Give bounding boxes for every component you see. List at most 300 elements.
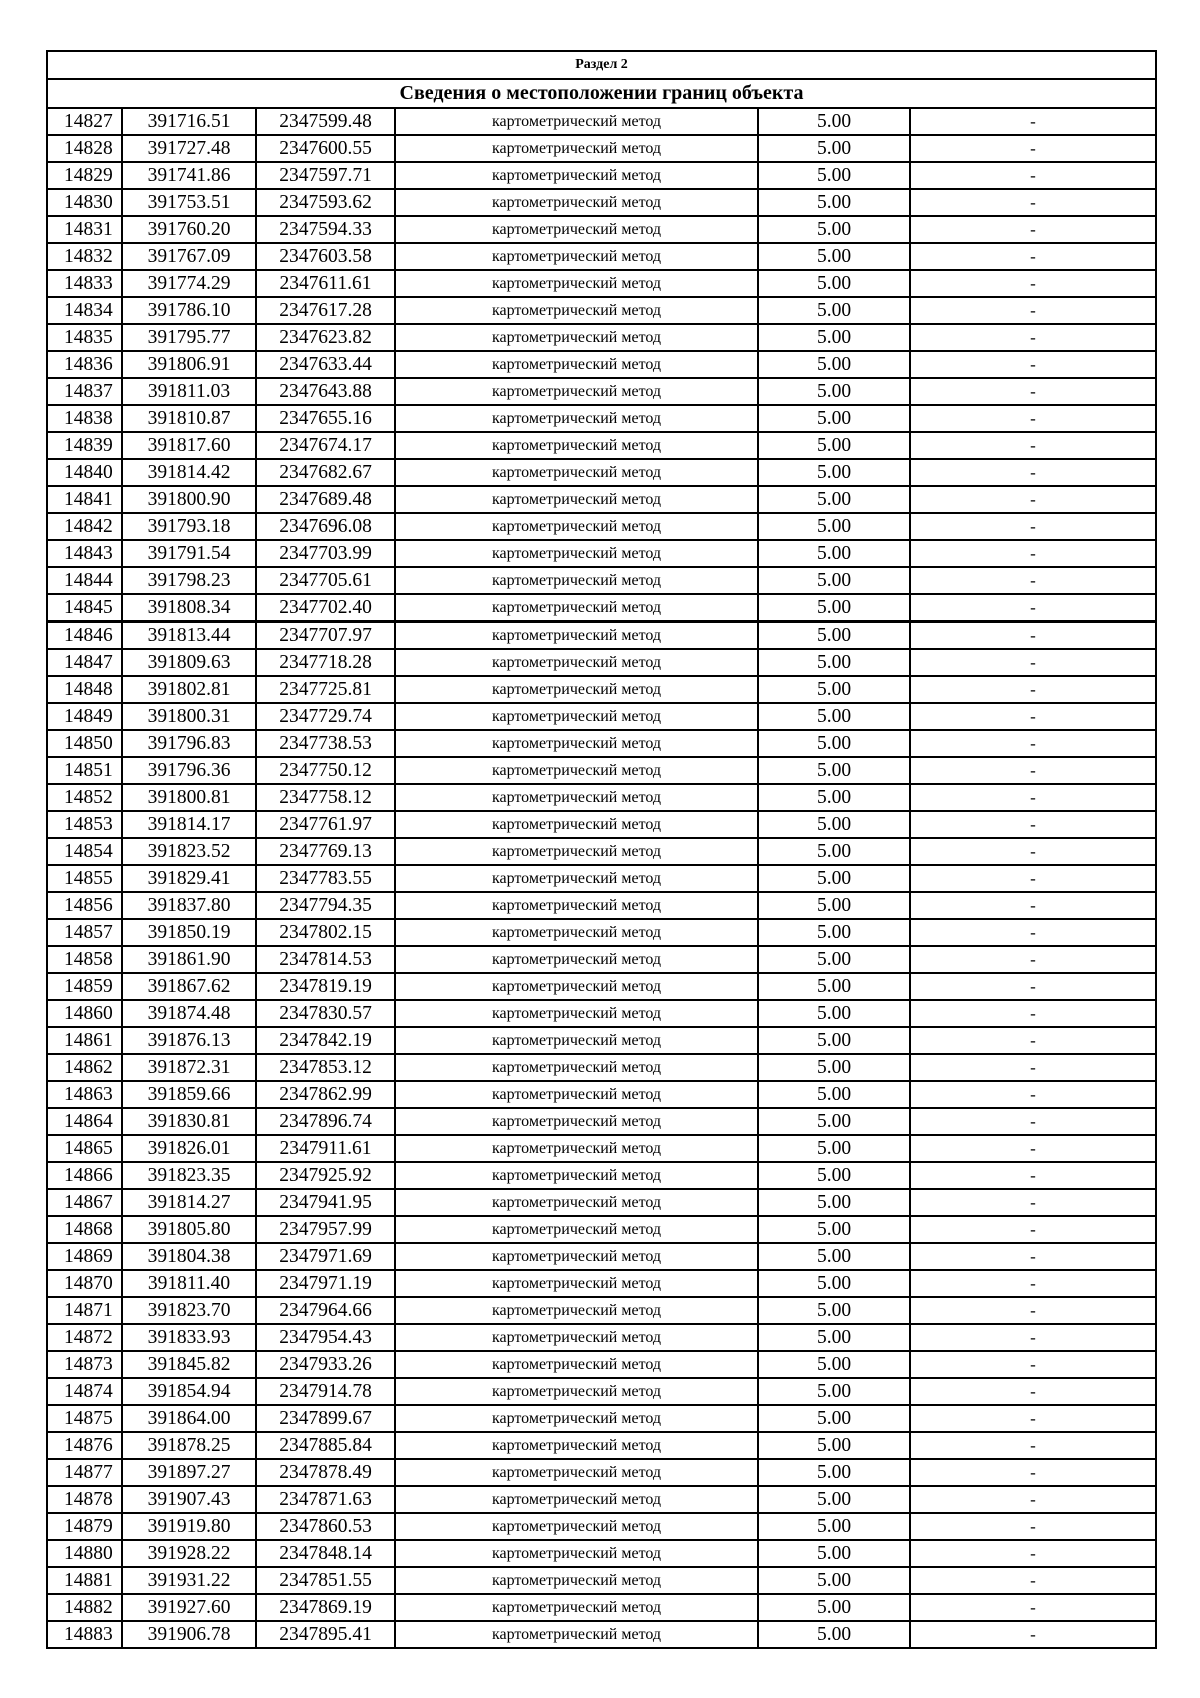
method-cell: картометрический метод bbox=[395, 1135, 758, 1162]
table-row bbox=[47, 216, 1156, 243]
description-cell: - bbox=[910, 811, 1156, 838]
description-cell: - bbox=[910, 1351, 1156, 1378]
x-coordinate-cell: 391811.40 bbox=[122, 1270, 256, 1297]
accuracy-cell: 5.00 bbox=[758, 486, 910, 513]
x-coordinate-cell: 391808.34 bbox=[122, 594, 256, 622]
x-coordinate-cell: 391793.18 bbox=[122, 513, 256, 540]
table-row bbox=[47, 649, 1156, 676]
point-number-cell: 14847 bbox=[47, 649, 122, 676]
accuracy-cell: 5.00 bbox=[758, 378, 910, 405]
accuracy-cell: 5.00 bbox=[758, 540, 910, 567]
description-cell: - bbox=[910, 1270, 1156, 1297]
y-coordinate-cell: 2347971.69 bbox=[256, 1243, 395, 1270]
description-cell: - bbox=[910, 1054, 1156, 1081]
method-cell: картометрический метод bbox=[395, 216, 758, 243]
table-row bbox=[47, 270, 1156, 297]
x-coordinate-cell: 391809.63 bbox=[122, 649, 256, 676]
description-cell: - bbox=[910, 324, 1156, 351]
x-coordinate-cell: 391814.42 bbox=[122, 459, 256, 486]
method-cell: картометрический метод bbox=[395, 1081, 758, 1108]
description-cell: - bbox=[910, 676, 1156, 703]
description-cell: - bbox=[910, 1486, 1156, 1513]
y-coordinate-cell: 2347860.53 bbox=[256, 1513, 395, 1540]
table-row bbox=[47, 108, 1156, 135]
x-coordinate-cell: 391791.54 bbox=[122, 540, 256, 567]
description-cell: - bbox=[910, 486, 1156, 513]
table-row bbox=[47, 622, 1156, 650]
point-number-cell: 14856 bbox=[47, 892, 122, 919]
method-cell: картометрический метод bbox=[395, 1054, 758, 1081]
point-number-cell: 14865 bbox=[47, 1135, 122, 1162]
y-coordinate-cell: 2347705.61 bbox=[256, 567, 395, 594]
x-coordinate-cell: 391805.80 bbox=[122, 1216, 256, 1243]
method-cell: картометрический метод bbox=[395, 567, 758, 594]
method-cell: картометрический метод bbox=[395, 1459, 758, 1486]
table-row bbox=[47, 1324, 1156, 1351]
accuracy-cell: 5.00 bbox=[758, 297, 910, 324]
accuracy-cell: 5.00 bbox=[758, 730, 910, 757]
table-row bbox=[47, 594, 1156, 622]
y-coordinate-cell: 2347814.53 bbox=[256, 946, 395, 973]
method-cell: картометрический метод bbox=[395, 459, 758, 486]
point-number-cell: 14882 bbox=[47, 1594, 122, 1621]
point-number-cell: 14845 bbox=[47, 594, 122, 622]
x-coordinate-cell: 391767.09 bbox=[122, 243, 256, 270]
accuracy-cell: 5.00 bbox=[758, 1297, 910, 1324]
point-number-cell: 14835 bbox=[47, 324, 122, 351]
x-coordinate-cell: 391919.80 bbox=[122, 1513, 256, 1540]
method-cell: картометрический метод bbox=[395, 351, 758, 378]
table-row bbox=[47, 1621, 1156, 1648]
description-cell: - bbox=[910, 649, 1156, 676]
y-coordinate-cell: 2347597.71 bbox=[256, 162, 395, 189]
x-coordinate-cell: 391760.20 bbox=[122, 216, 256, 243]
point-number-cell: 14831 bbox=[47, 216, 122, 243]
description-cell: - bbox=[910, 162, 1156, 189]
table-row bbox=[47, 1270, 1156, 1297]
y-coordinate-cell: 2347696.08 bbox=[256, 513, 395, 540]
description-cell: - bbox=[910, 1027, 1156, 1054]
method-cell: картометрический метод bbox=[395, 1540, 758, 1567]
method-cell: картометрический метод bbox=[395, 1378, 758, 1405]
accuracy-cell: 5.00 bbox=[758, 1189, 910, 1216]
x-coordinate-cell: 391854.94 bbox=[122, 1378, 256, 1405]
point-number-cell: 14876 bbox=[47, 1432, 122, 1459]
method-cell: картометрический метод bbox=[395, 270, 758, 297]
table-row bbox=[47, 1162, 1156, 1189]
description-cell: - bbox=[910, 459, 1156, 486]
y-coordinate-cell: 2347707.97 bbox=[256, 622, 395, 650]
point-number-cell: 14878 bbox=[47, 1486, 122, 1513]
y-coordinate-cell: 2347682.67 bbox=[256, 459, 395, 486]
y-coordinate-cell: 2347895.41 bbox=[256, 1621, 395, 1648]
point-number-cell: 14829 bbox=[47, 162, 122, 189]
accuracy-cell: 5.00 bbox=[758, 811, 910, 838]
method-cell: картометрический метод bbox=[395, 676, 758, 703]
accuracy-cell: 5.00 bbox=[758, 622, 910, 650]
description-cell: - bbox=[910, 1540, 1156, 1567]
description-cell: - bbox=[910, 1135, 1156, 1162]
x-coordinate-cell: 391806.91 bbox=[122, 351, 256, 378]
accuracy-cell: 5.00 bbox=[758, 676, 910, 703]
point-number-cell: 14874 bbox=[47, 1378, 122, 1405]
y-coordinate-cell: 2347878.49 bbox=[256, 1459, 395, 1486]
description-cell: - bbox=[910, 1378, 1156, 1405]
method-cell: картометрический метод bbox=[395, 1216, 758, 1243]
y-coordinate-cell: 2347643.88 bbox=[256, 378, 395, 405]
x-coordinate-cell: 391897.27 bbox=[122, 1459, 256, 1486]
point-number-cell: 14870 bbox=[47, 1270, 122, 1297]
x-coordinate-cell: 391931.22 bbox=[122, 1567, 256, 1594]
table-row bbox=[47, 1054, 1156, 1081]
description-cell: - bbox=[910, 351, 1156, 378]
description-cell: - bbox=[910, 973, 1156, 1000]
description-cell: - bbox=[910, 432, 1156, 459]
y-coordinate-cell: 2347593.62 bbox=[256, 189, 395, 216]
x-coordinate-cell: 391837.80 bbox=[122, 892, 256, 919]
y-coordinate-cell: 2347869.19 bbox=[256, 1594, 395, 1621]
method-cell: картометрический метод bbox=[395, 865, 758, 892]
method-cell: картометрический метод bbox=[395, 1000, 758, 1027]
x-coordinate-cell: 391795.77 bbox=[122, 324, 256, 351]
description-cell: - bbox=[910, 594, 1156, 622]
description-cell: - bbox=[910, 892, 1156, 919]
point-number-cell: 14854 bbox=[47, 838, 122, 865]
table-row bbox=[47, 405, 1156, 432]
x-coordinate-cell: 391716.51 bbox=[122, 108, 256, 135]
y-coordinate-cell: 2347964.66 bbox=[256, 1297, 395, 1324]
table-row bbox=[47, 1135, 1156, 1162]
accuracy-cell: 5.00 bbox=[758, 270, 910, 297]
y-coordinate-cell: 2347911.61 bbox=[256, 1135, 395, 1162]
point-number-cell: 14838 bbox=[47, 405, 122, 432]
x-coordinate-cell: 391823.35 bbox=[122, 1162, 256, 1189]
point-number-cell: 14834 bbox=[47, 297, 122, 324]
method-cell: картометрический метод bbox=[395, 594, 758, 622]
description-cell: - bbox=[910, 703, 1156, 730]
point-number-cell: 14871 bbox=[47, 1297, 122, 1324]
point-number-cell: 14830 bbox=[47, 189, 122, 216]
table-row bbox=[47, 730, 1156, 757]
description-cell: - bbox=[910, 1297, 1156, 1324]
description-cell: - bbox=[910, 405, 1156, 432]
method-cell: картометрический метод bbox=[395, 1351, 758, 1378]
accuracy-cell: 5.00 bbox=[758, 594, 910, 622]
accuracy-cell: 5.00 bbox=[758, 1459, 910, 1486]
description-cell: - bbox=[910, 757, 1156, 784]
x-coordinate-cell: 391800.90 bbox=[122, 486, 256, 513]
table-row bbox=[47, 1513, 1156, 1540]
y-coordinate-cell: 2347819.19 bbox=[256, 973, 395, 1000]
description-cell: - bbox=[910, 1243, 1156, 1270]
x-coordinate-cell: 391833.93 bbox=[122, 1324, 256, 1351]
y-coordinate-cell: 2347899.67 bbox=[256, 1405, 395, 1432]
method-cell: картометрический метод bbox=[395, 1594, 758, 1621]
method-cell: картометрический метод bbox=[395, 1162, 758, 1189]
accuracy-cell: 5.00 bbox=[758, 513, 910, 540]
y-coordinate-cell: 2347594.33 bbox=[256, 216, 395, 243]
method-cell: картометрический метод bbox=[395, 1108, 758, 1135]
x-coordinate-cell: 391786.10 bbox=[122, 297, 256, 324]
table-row bbox=[47, 486, 1156, 513]
description-cell: - bbox=[910, 567, 1156, 594]
x-coordinate-cell: 391796.36 bbox=[122, 757, 256, 784]
accuracy-cell: 5.00 bbox=[758, 1351, 910, 1378]
description-cell: - bbox=[910, 1000, 1156, 1027]
accuracy-cell: 5.00 bbox=[758, 892, 910, 919]
accuracy-cell: 5.00 bbox=[758, 973, 910, 1000]
accuracy-cell: 5.00 bbox=[758, 1567, 910, 1594]
point-number-cell: 14855 bbox=[47, 865, 122, 892]
method-cell: картометрический метод bbox=[395, 1243, 758, 1270]
description-cell: - bbox=[910, 297, 1156, 324]
y-coordinate-cell: 2347750.12 bbox=[256, 757, 395, 784]
point-number-cell: 14840 bbox=[47, 459, 122, 486]
description-cell: - bbox=[910, 784, 1156, 811]
point-number-cell: 14844 bbox=[47, 567, 122, 594]
point-number-cell: 14848 bbox=[47, 676, 122, 703]
description-cell: - bbox=[910, 1081, 1156, 1108]
table-row bbox=[47, 946, 1156, 973]
y-coordinate-cell: 2347689.48 bbox=[256, 486, 395, 513]
section-label: Раздел 2 bbox=[47, 51, 1156, 79]
method-cell: картометрический метод bbox=[395, 324, 758, 351]
y-coordinate-cell: 2347885.84 bbox=[256, 1432, 395, 1459]
method-cell: картометрический метод bbox=[395, 540, 758, 567]
x-coordinate-cell: 391741.86 bbox=[122, 162, 256, 189]
method-cell: картометрический метод bbox=[395, 757, 758, 784]
table-row bbox=[47, 1567, 1156, 1594]
accuracy-cell: 5.00 bbox=[758, 1432, 910, 1459]
point-number-cell: 14837 bbox=[47, 378, 122, 405]
method-cell: картометрический метод bbox=[395, 486, 758, 513]
y-coordinate-cell: 2347758.12 bbox=[256, 784, 395, 811]
table-row bbox=[47, 351, 1156, 378]
accuracy-cell: 5.00 bbox=[758, 757, 910, 784]
accuracy-cell: 5.00 bbox=[758, 1054, 910, 1081]
y-coordinate-cell: 2347655.16 bbox=[256, 405, 395, 432]
y-coordinate-cell: 2347623.82 bbox=[256, 324, 395, 351]
table-row bbox=[47, 540, 1156, 567]
description-cell: - bbox=[910, 1432, 1156, 1459]
table-row bbox=[47, 676, 1156, 703]
description-cell: - bbox=[910, 730, 1156, 757]
description-cell: - bbox=[910, 1621, 1156, 1648]
x-coordinate-cell: 391804.38 bbox=[122, 1243, 256, 1270]
table-row bbox=[47, 1027, 1156, 1054]
point-number-cell: 14851 bbox=[47, 757, 122, 784]
point-number-cell: 14863 bbox=[47, 1081, 122, 1108]
y-coordinate-cell: 2347914.78 bbox=[256, 1378, 395, 1405]
accuracy-cell: 5.00 bbox=[758, 324, 910, 351]
section-title: Сведения о местоположении границ объекта bbox=[47, 79, 1156, 108]
accuracy-cell: 5.00 bbox=[758, 216, 910, 243]
y-coordinate-cell: 2347729.74 bbox=[256, 703, 395, 730]
method-cell: картометрический метод bbox=[395, 838, 758, 865]
table-row bbox=[47, 135, 1156, 162]
description-cell: - bbox=[910, 243, 1156, 270]
table-row bbox=[47, 1540, 1156, 1567]
x-coordinate-cell: 391814.27 bbox=[122, 1189, 256, 1216]
y-coordinate-cell: 2347794.35 bbox=[256, 892, 395, 919]
table-row bbox=[47, 1351, 1156, 1378]
y-coordinate-cell: 2347725.81 bbox=[256, 676, 395, 703]
description-cell: - bbox=[910, 216, 1156, 243]
accuracy-cell: 5.00 bbox=[758, 1378, 910, 1405]
point-number-cell: 14873 bbox=[47, 1351, 122, 1378]
method-cell: картометрический метод bbox=[395, 1270, 758, 1297]
description-cell: - bbox=[910, 513, 1156, 540]
point-number-cell: 14880 bbox=[47, 1540, 122, 1567]
x-coordinate-cell: 391906.78 bbox=[122, 1621, 256, 1648]
x-coordinate-cell: 391876.13 bbox=[122, 1027, 256, 1054]
method-cell: картометрический метод bbox=[395, 405, 758, 432]
table-row bbox=[47, 1486, 1156, 1513]
table-row bbox=[47, 1216, 1156, 1243]
x-coordinate-cell: 391814.17 bbox=[122, 811, 256, 838]
method-cell: картометрический метод bbox=[395, 1297, 758, 1324]
method-cell: картометрический метод bbox=[395, 1432, 758, 1459]
table-row bbox=[47, 324, 1156, 351]
table-row bbox=[47, 1378, 1156, 1405]
point-number-cell: 14843 bbox=[47, 540, 122, 567]
method-cell: картометрический метод bbox=[395, 1621, 758, 1648]
table-row bbox=[47, 459, 1156, 486]
description-cell: - bbox=[910, 1459, 1156, 1486]
y-coordinate-cell: 2347848.14 bbox=[256, 1540, 395, 1567]
accuracy-cell: 5.00 bbox=[758, 703, 910, 730]
accuracy-cell: 5.00 bbox=[758, 1216, 910, 1243]
x-coordinate-cell: 391813.44 bbox=[122, 622, 256, 650]
method-cell: картометрический метод bbox=[395, 297, 758, 324]
point-number-cell: 14881 bbox=[47, 1567, 122, 1594]
y-coordinate-cell: 2347862.99 bbox=[256, 1081, 395, 1108]
table-row bbox=[47, 838, 1156, 865]
y-coordinate-cell: 2347611.61 bbox=[256, 270, 395, 297]
point-number-cell: 14883 bbox=[47, 1621, 122, 1648]
table-row bbox=[47, 1243, 1156, 1270]
y-coordinate-cell: 2347830.57 bbox=[256, 1000, 395, 1027]
point-number-cell: 14864 bbox=[47, 1108, 122, 1135]
x-coordinate-cell: 391800.31 bbox=[122, 703, 256, 730]
accuracy-cell: 5.00 bbox=[758, 1081, 910, 1108]
table-row bbox=[47, 1405, 1156, 1432]
accuracy-cell: 5.00 bbox=[758, 1621, 910, 1648]
description-cell: - bbox=[910, 540, 1156, 567]
x-coordinate-cell: 391826.01 bbox=[122, 1135, 256, 1162]
point-number-cell: 14841 bbox=[47, 486, 122, 513]
x-coordinate-cell: 391817.60 bbox=[122, 432, 256, 459]
table-row bbox=[47, 919, 1156, 946]
x-coordinate-cell: 391753.51 bbox=[122, 189, 256, 216]
method-cell: картометрический метод bbox=[395, 946, 758, 973]
table-row bbox=[47, 757, 1156, 784]
description-cell: - bbox=[910, 108, 1156, 135]
method-cell: картометрический метод bbox=[395, 919, 758, 946]
x-coordinate-cell: 391798.23 bbox=[122, 567, 256, 594]
description-cell: - bbox=[910, 865, 1156, 892]
table-row bbox=[47, 784, 1156, 811]
point-number-cell: 14858 bbox=[47, 946, 122, 973]
table-row bbox=[47, 189, 1156, 216]
table-row bbox=[47, 865, 1156, 892]
y-coordinate-cell: 2347600.55 bbox=[256, 135, 395, 162]
x-coordinate-cell: 391829.41 bbox=[122, 865, 256, 892]
method-cell: картометрический метод bbox=[395, 1324, 758, 1351]
table-row bbox=[47, 973, 1156, 1000]
y-coordinate-cell: 2347871.63 bbox=[256, 1486, 395, 1513]
accuracy-cell: 5.00 bbox=[758, 189, 910, 216]
table-row bbox=[47, 243, 1156, 270]
accuracy-cell: 5.00 bbox=[758, 865, 910, 892]
x-coordinate-cell: 391823.52 bbox=[122, 838, 256, 865]
description-cell: - bbox=[910, 622, 1156, 650]
y-coordinate-cell: 2347971.19 bbox=[256, 1270, 395, 1297]
method-cell: картометрический метод bbox=[395, 622, 758, 650]
accuracy-cell: 5.00 bbox=[758, 919, 910, 946]
method-cell: картометрический метод bbox=[395, 649, 758, 676]
y-coordinate-cell: 2347702.40 bbox=[256, 594, 395, 622]
accuracy-cell: 5.00 bbox=[758, 1486, 910, 1513]
x-coordinate-cell: 391867.62 bbox=[122, 973, 256, 1000]
accuracy-cell: 5.00 bbox=[758, 243, 910, 270]
table-row bbox=[47, 1081, 1156, 1108]
description-cell: - bbox=[910, 1567, 1156, 1594]
y-coordinate-cell: 2347851.55 bbox=[256, 1567, 395, 1594]
accuracy-cell: 5.00 bbox=[758, 432, 910, 459]
method-cell: картометрический метод bbox=[395, 730, 758, 757]
table-row bbox=[47, 703, 1156, 730]
table-row bbox=[47, 297, 1156, 324]
point-number-cell: 14877 bbox=[47, 1459, 122, 1486]
y-coordinate-cell: 2347633.44 bbox=[256, 351, 395, 378]
table-row bbox=[47, 432, 1156, 459]
accuracy-cell: 5.00 bbox=[758, 1324, 910, 1351]
method-cell: картометрический метод bbox=[395, 973, 758, 1000]
y-coordinate-cell: 2347599.48 bbox=[256, 108, 395, 135]
table-row bbox=[47, 567, 1156, 594]
x-coordinate-cell: 391810.87 bbox=[122, 405, 256, 432]
accuracy-cell: 5.00 bbox=[758, 405, 910, 432]
point-number-cell: 14869 bbox=[47, 1243, 122, 1270]
description-cell: - bbox=[910, 1324, 1156, 1351]
point-number-cell: 14846 bbox=[47, 622, 122, 650]
method-cell: картометрический метод bbox=[395, 1189, 758, 1216]
method-cell: картометрический метод bbox=[395, 1513, 758, 1540]
point-number-cell: 14853 bbox=[47, 811, 122, 838]
x-coordinate-cell: 391774.29 bbox=[122, 270, 256, 297]
description-cell: - bbox=[910, 1162, 1156, 1189]
point-number-cell: 14859 bbox=[47, 973, 122, 1000]
point-number-cell: 14862 bbox=[47, 1054, 122, 1081]
y-coordinate-cell: 2347954.43 bbox=[256, 1324, 395, 1351]
x-coordinate-cell: 391864.00 bbox=[122, 1405, 256, 1432]
method-cell: картометрический метод bbox=[395, 189, 758, 216]
y-coordinate-cell: 2347896.74 bbox=[256, 1108, 395, 1135]
point-number-cell: 14868 bbox=[47, 1216, 122, 1243]
description-cell: - bbox=[910, 1216, 1156, 1243]
y-coordinate-cell: 2347933.26 bbox=[256, 1351, 395, 1378]
y-coordinate-cell: 2347853.12 bbox=[256, 1054, 395, 1081]
method-cell: картометрический метод bbox=[395, 243, 758, 270]
accuracy-cell: 5.00 bbox=[758, 1540, 910, 1567]
point-number-cell: 14875 bbox=[47, 1405, 122, 1432]
method-cell: картометрический метод bbox=[395, 162, 758, 189]
description-cell: - bbox=[910, 946, 1156, 973]
point-number-cell: 14849 bbox=[47, 703, 122, 730]
accuracy-cell: 5.00 bbox=[758, 162, 910, 189]
accuracy-cell: 5.00 bbox=[758, 1270, 910, 1297]
